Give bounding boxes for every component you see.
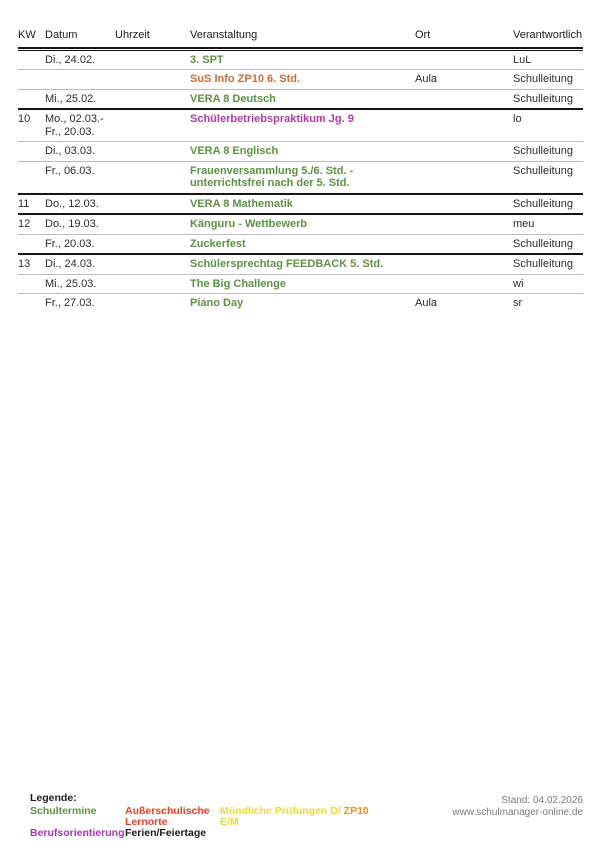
- legend-label: Außerschulische: [125, 805, 210, 817]
- cell-kw: 11: [18, 197, 30, 210]
- table-row: [18, 108, 583, 141]
- cell-kw: 10: [18, 113, 31, 125]
- legend-row: [30, 828, 405, 839]
- legend: [30, 793, 405, 839]
- cell-verantwortlich: lo: [513, 113, 522, 125]
- cell-kw: [18, 51, 45, 57]
- cell-datum: Di., 24.02.: [45, 53, 96, 66]
- header-kw: KW: [18, 29, 36, 41]
- cell-ort: [415, 235, 513, 241]
- legend-item-berufsorientierung: [30, 828, 125, 839]
- cell-ort: [415, 195, 513, 201]
- table-row: [18, 234, 583, 254]
- cell-ort: [415, 51, 513, 57]
- website-url: www.schulmanager-online.de: [452, 807, 583, 818]
- cell-uhrzeit: [115, 90, 190, 96]
- header-verantwortlich: Verantwortlich: [513, 29, 583, 41]
- header-uhrzeit: Uhrzeit: [115, 29, 150, 41]
- cell-datum: Mi., 25.02.: [45, 92, 97, 105]
- cell-verantwortlich: Schulleitung: [513, 197, 573, 210]
- cell-verantwortlich: Schulleitung: [513, 164, 573, 177]
- table-row: [18, 141, 583, 161]
- cell-veranstaltung: Zuckerfest: [190, 237, 246, 250]
- cell-verantwortlich: Schulleitung: [513, 145, 573, 157]
- cell-uhrzeit: [115, 294, 190, 300]
- cell-veranstaltung: Schülerbetriebspraktikum Jg. 9: [190, 113, 354, 125]
- cell-uhrzeit: [115, 142, 190, 148]
- cell-kw: [18, 90, 45, 96]
- cell-datum: Fr., 27.03.: [45, 297, 95, 309]
- cell-verantwortlich: meu: [513, 218, 535, 230]
- cell-veranstaltung: VERA 8 Mathematik: [190, 197, 293, 210]
- cell-verantwortlich: Schulleitung: [513, 237, 573, 250]
- cell-veranstaltung: SuS Info ZP10 6. Std.: [190, 73, 301, 85]
- table-body: [18, 51, 583, 313]
- cell-kw: [18, 70, 45, 76]
- legend-grid: [30, 806, 405, 839]
- cell-uhrzeit: [115, 195, 190, 201]
- table-row: [18, 213, 583, 234]
- legend-item-empty: [220, 828, 405, 839]
- cell-datum: Mo., 02.03.-Fr., 20.03.: [45, 113, 104, 138]
- cell-ort: Aula: [415, 297, 438, 309]
- cell-ort: [415, 162, 513, 168]
- header-veranstaltung: Veranstaltung: [190, 29, 258, 41]
- cell-veranstaltung: VERA 8 Deutsch: [190, 92, 276, 105]
- cell-datum: Fr., 06.03.: [45, 164, 95, 177]
- cell-kw: [18, 162, 45, 168]
- table-row: [18, 89, 583, 109]
- cell-verantwortlich: Schulleitung: [513, 92, 573, 105]
- cell-veranstaltung: Frauenversammlung 5./6. Std. - unterrichtsfrei nach der 5. Std.: [190, 164, 354, 189]
- cell-uhrzeit: [115, 162, 190, 168]
- cell-uhrzeit: [115, 235, 190, 241]
- cell-kw: [18, 142, 45, 148]
- cell-uhrzeit: [115, 70, 190, 76]
- cell-ort: [415, 90, 513, 96]
- cell-verantwortlich: Schulleitung: [513, 258, 573, 270]
- cell-veranstaltung: Känguru - Wettbewerb: [190, 218, 308, 230]
- legend-title: Legende:: [30, 792, 77, 804]
- cell-kw: [18, 275, 45, 281]
- cell-uhrzeit: [115, 255, 190, 261]
- legend-label: E/M: [220, 816, 239, 828]
- cell-kw: [18, 294, 45, 300]
- cell-kw: [18, 235, 45, 241]
- cell-datum: Do., 19.03.: [45, 218, 99, 230]
- legend-label: Ferien/Feiertage: [125, 827, 207, 839]
- cell-kw: 13: [18, 258, 31, 270]
- cell-ort: Aula: [415, 73, 438, 85]
- cell-ort: [415, 215, 513, 221]
- table-row: [18, 193, 583, 214]
- cell-veranstaltung: Piano Day: [190, 297, 244, 309]
- table-row: [18, 293, 583, 313]
- cell-datum: Do., 12.03.: [45, 197, 99, 210]
- cell-datum: Mi., 25.03.: [45, 277, 97, 290]
- cell-veranstaltung: The Big Challenge: [190, 277, 286, 290]
- cell-ort: [415, 110, 513, 116]
- header-datum: Datum: [45, 29, 78, 41]
- cell-ort: [415, 255, 513, 261]
- legend-label: Schultermine: [30, 805, 97, 817]
- cell-veranstaltung: VERA 8 Englisch: [190, 145, 279, 157]
- legend-label: Lernorte: [125, 816, 168, 828]
- legend-label: Mündliche Prüfungen D/: [220, 805, 344, 817]
- legend-item-ferien-feiertage: [125, 828, 220, 839]
- header-ort: Ort: [415, 29, 431, 41]
- table-row: [18, 253, 583, 274]
- cell-uhrzeit: [115, 51, 190, 57]
- table-header-row: [18, 26, 583, 49]
- cell-uhrzeit: [115, 215, 190, 221]
- table-row: [18, 51, 583, 70]
- legend-item-schultermine: [30, 806, 125, 828]
- stand-date: Stand: 04.02.2026: [501, 795, 583, 806]
- table-row: [18, 69, 583, 89]
- legend-item-muendliche-pruefungen-zp10: [220, 806, 405, 828]
- cell-datum: [45, 70, 115, 76]
- legend-item-ausserschulische-lernorte: [125, 806, 220, 828]
- footer: [452, 795, 583, 819]
- schedule-table: [18, 26, 583, 313]
- table-row: [18, 274, 583, 294]
- cell-uhrzeit: [115, 275, 190, 281]
- legend-label: Berufsorientierung: [30, 827, 125, 839]
- cell-kw: 12: [18, 218, 31, 230]
- cell-uhrzeit: [115, 110, 190, 116]
- cell-verantwortlich: wi: [513, 277, 524, 290]
- cell-verantwortlich: Schulleitung: [513, 73, 573, 85]
- cell-ort: [415, 142, 513, 148]
- cell-verantwortlich: sr: [513, 297, 523, 309]
- cell-verantwortlich: LuL: [513, 53, 532, 66]
- cell-datum: Fr., 20.03.: [45, 237, 95, 250]
- legend-label: ZP10: [343, 805, 369, 817]
- cell-datum: Di., 24.03.: [45, 258, 96, 270]
- legend-row: [30, 806, 405, 828]
- cell-veranstaltung: Schülersprechtag FEEDBACK 5. Std.: [190, 258, 384, 270]
- table-row: [18, 161, 583, 193]
- cell-ort: [415, 275, 513, 281]
- cell-veranstaltung: 3. SPT: [190, 53, 224, 66]
- cell-datum: Di., 03.03.: [45, 145, 96, 157]
